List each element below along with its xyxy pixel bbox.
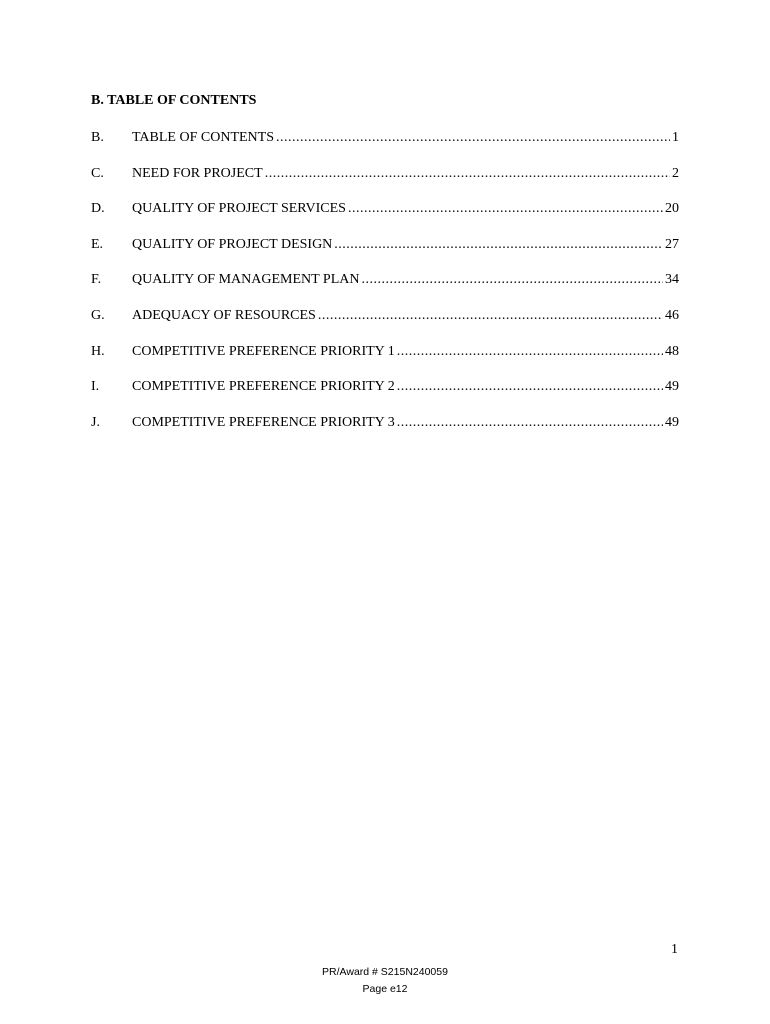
toc-letter: G. — [91, 307, 105, 323]
toc-leader-dots — [348, 199, 663, 219]
toc-letter: D. — [91, 201, 105, 217]
toc-leader-dots — [276, 128, 670, 148]
toc-row — [91, 199, 679, 235]
toc-letter: E. — [91, 236, 104, 252]
toc-leader-dots — [318, 306, 663, 326]
page-number: 1 — [671, 942, 678, 957]
toc-page-number: 48 — [665, 343, 679, 359]
toc-title: QUALITY OF PROJECT DESIGN — [132, 236, 333, 252]
toc-title: QUALITY OF MANAGEMENT PLAN — [132, 272, 360, 288]
toc-title: COMPETITIVE PREFERENCE PRIORITY 2 — [132, 379, 395, 395]
toc-row — [91, 128, 679, 164]
toc-title: ADEQUACY OF RESOURCES — [132, 307, 316, 323]
toc-page-number: 34 — [665, 272, 679, 288]
table-of-contents — [91, 128, 679, 448]
toc-row — [91, 235, 679, 271]
toc-title: QUALITY OF PROJECT SERVICES — [132, 201, 346, 217]
toc-letter: H. — [91, 343, 105, 359]
footer-page-label: Page e12 — [362, 983, 408, 995]
toc-page-number: 1 — [672, 130, 679, 145]
toc-title: COMPETITIVE PREFERENCE PRIORITY 1 — [132, 343, 395, 359]
footer-award-number: PR/Award # S215N240059 — [322, 966, 448, 978]
toc-title: NEED FOR PROJECT — [132, 165, 263, 181]
toc-page-number: 20 — [665, 201, 679, 217]
toc-letter: C. — [91, 165, 104, 181]
toc-page-number: 49 — [665, 414, 679, 430]
toc-row — [91, 270, 679, 306]
toc-letter: I. — [91, 379, 100, 395]
toc-leader-dots — [362, 270, 664, 290]
toc-letter: J. — [91, 414, 100, 430]
toc-page-number: 27 — [665, 236, 679, 252]
toc-letter: F. — [91, 272, 102, 288]
toc-title: COMPETITIVE PREFERENCE PRIORITY 3 — [132, 414, 395, 430]
toc-row — [91, 342, 679, 378]
toc-leader-dots — [397, 342, 663, 362]
toc-page-number: 49 — [665, 379, 679, 395]
toc-page-number: 46 — [665, 307, 679, 323]
toc-leader-dots — [334, 235, 663, 255]
toc-leader-dots — [397, 413, 663, 433]
page-title: B. TABLE OF CONTENTS — [91, 93, 257, 108]
toc-leader-dots — [397, 377, 663, 397]
toc-page-number: 2 — [672, 165, 679, 181]
toc-letter: B. — [91, 130, 104, 145]
toc-title: TABLE OF CONTENTS — [132, 130, 274, 145]
toc-row — [91, 377, 679, 413]
toc-row — [91, 306, 679, 342]
toc-row — [91, 164, 679, 200]
toc-leader-dots — [265, 164, 670, 184]
toc-row — [91, 413, 679, 449]
